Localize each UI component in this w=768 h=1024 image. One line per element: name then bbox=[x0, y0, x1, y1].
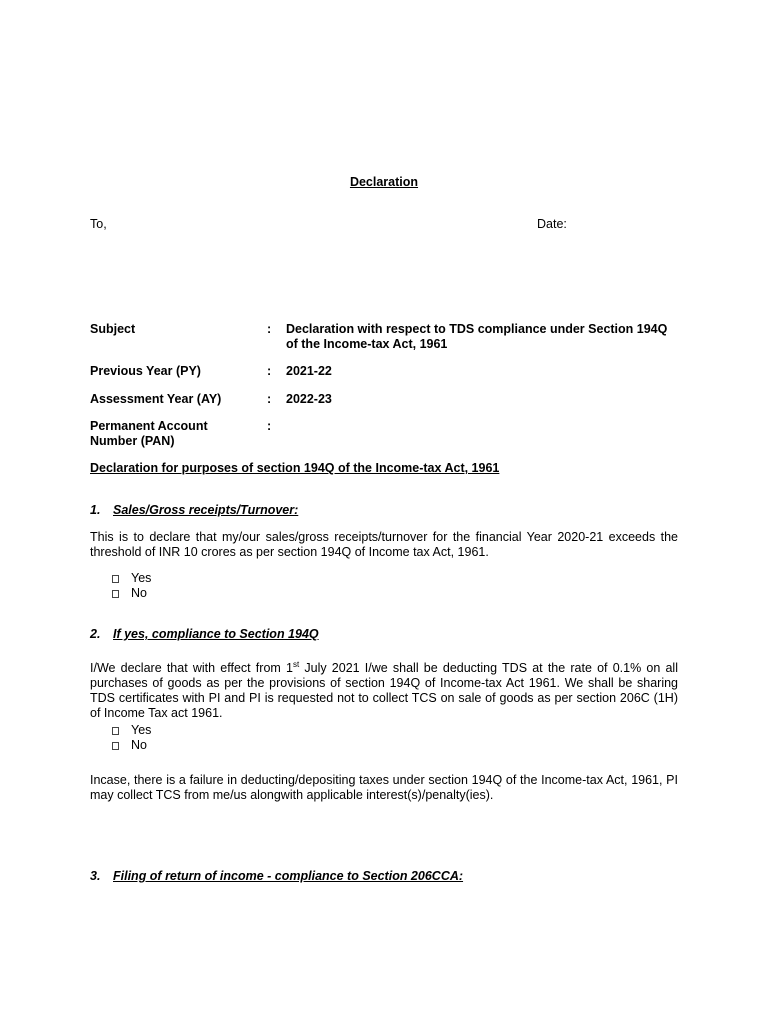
checkbox-icon[interactable] bbox=[112, 727, 119, 735]
ay-label: Assessment Year (AY) bbox=[90, 392, 222, 406]
section-3-number: 3. bbox=[90, 869, 101, 883]
subject-value-line2: of the Income-tax Act, 1961 bbox=[286, 337, 448, 351]
option-label: Yes bbox=[131, 571, 152, 585]
section-2-text bbox=[90, 661, 678, 721]
to-label: To, bbox=[90, 217, 107, 231]
section-1-text: This is to declare that my/our sales/gross receipts/turnover for the financial Year 2020-21 exceeds the threshold of INR 10 crores as per section 194Q of Income tax Act, 1961. bbox=[90, 530, 678, 559]
section-3-heading bbox=[90, 869, 463, 884]
section-2-text-sup: st bbox=[292, 659, 300, 669]
subject-value-line1: Declaration with respect to TDS compliance under Section 194Q bbox=[286, 322, 668, 336]
subject-label: Subject bbox=[90, 322, 136, 336]
option-label: No bbox=[131, 586, 147, 600]
checkbox-icon[interactable] bbox=[112, 590, 119, 598]
section-1-number: 1. bbox=[90, 503, 101, 517]
ay-value: 2022-23 bbox=[286, 392, 332, 406]
section-1-title: Sales/Gross receipts/Turnover: bbox=[113, 503, 299, 517]
py-colon: : bbox=[267, 364, 272, 378]
section-2-title: If yes, compliance to Section 194Q bbox=[113, 627, 319, 641]
pan-label-line1: Permanent Account bbox=[90, 419, 208, 433]
section-2-option-yes[interactable] bbox=[112, 723, 151, 738]
pan-label bbox=[90, 419, 208, 449]
section-2-option-no[interactable] bbox=[112, 738, 147, 753]
section-3-title: Filing of return of income - compliance to Section 206CCA: bbox=[113, 869, 464, 883]
section-2-text-part1: I/We declare that with effect from 1 bbox=[90, 661, 293, 675]
py-label: Previous Year (PY) bbox=[90, 364, 201, 378]
subject-value bbox=[286, 322, 678, 352]
option-label: No bbox=[131, 738, 147, 752]
section-1-option-yes[interactable] bbox=[112, 571, 151, 586]
subject-colon: : bbox=[267, 322, 272, 336]
section-1-heading bbox=[90, 503, 298, 518]
option-label: Yes bbox=[131, 723, 152, 737]
section-2-note: Incase, there is a failure in deducting/depositing taxes under section 194Q of the Income-tax Act, 1961, PI may collect TCS from me/us alongwith applicable interest(s)/penalty(ies). bbox=[90, 773, 678, 802]
checkbox-icon[interactable] bbox=[112, 742, 119, 750]
section-1-option-no[interactable] bbox=[112, 586, 147, 601]
page-title: Declaration bbox=[349, 175, 419, 189]
date-label: Date: bbox=[537, 217, 567, 231]
checkbox-icon[interactable] bbox=[112, 575, 119, 583]
section-2-number: 2. bbox=[90, 627, 101, 641]
section-heading: Declaration for purposes of section 194Q of the Income-tax Act, 1961 bbox=[90, 461, 500, 475]
py-value: 2021-22 bbox=[286, 364, 332, 378]
pan-colon: : bbox=[267, 419, 272, 433]
section-2-text-part2: July 2021 I/we shall be deducting TDS at the rate of 0.1% on all purchases of goods as per the provisions of section 194Q of Income-tax Act 1961. We shall be sharing TDS certificates with PI and PI is requested not to collect TCS on sale of goods as per section 206C (1H) of Income Tax act 1961. bbox=[90, 661, 678, 720]
pan-label-line2: Number (PAN) bbox=[90, 434, 175, 448]
ay-colon: : bbox=[267, 392, 272, 406]
section-2-heading bbox=[90, 627, 319, 642]
